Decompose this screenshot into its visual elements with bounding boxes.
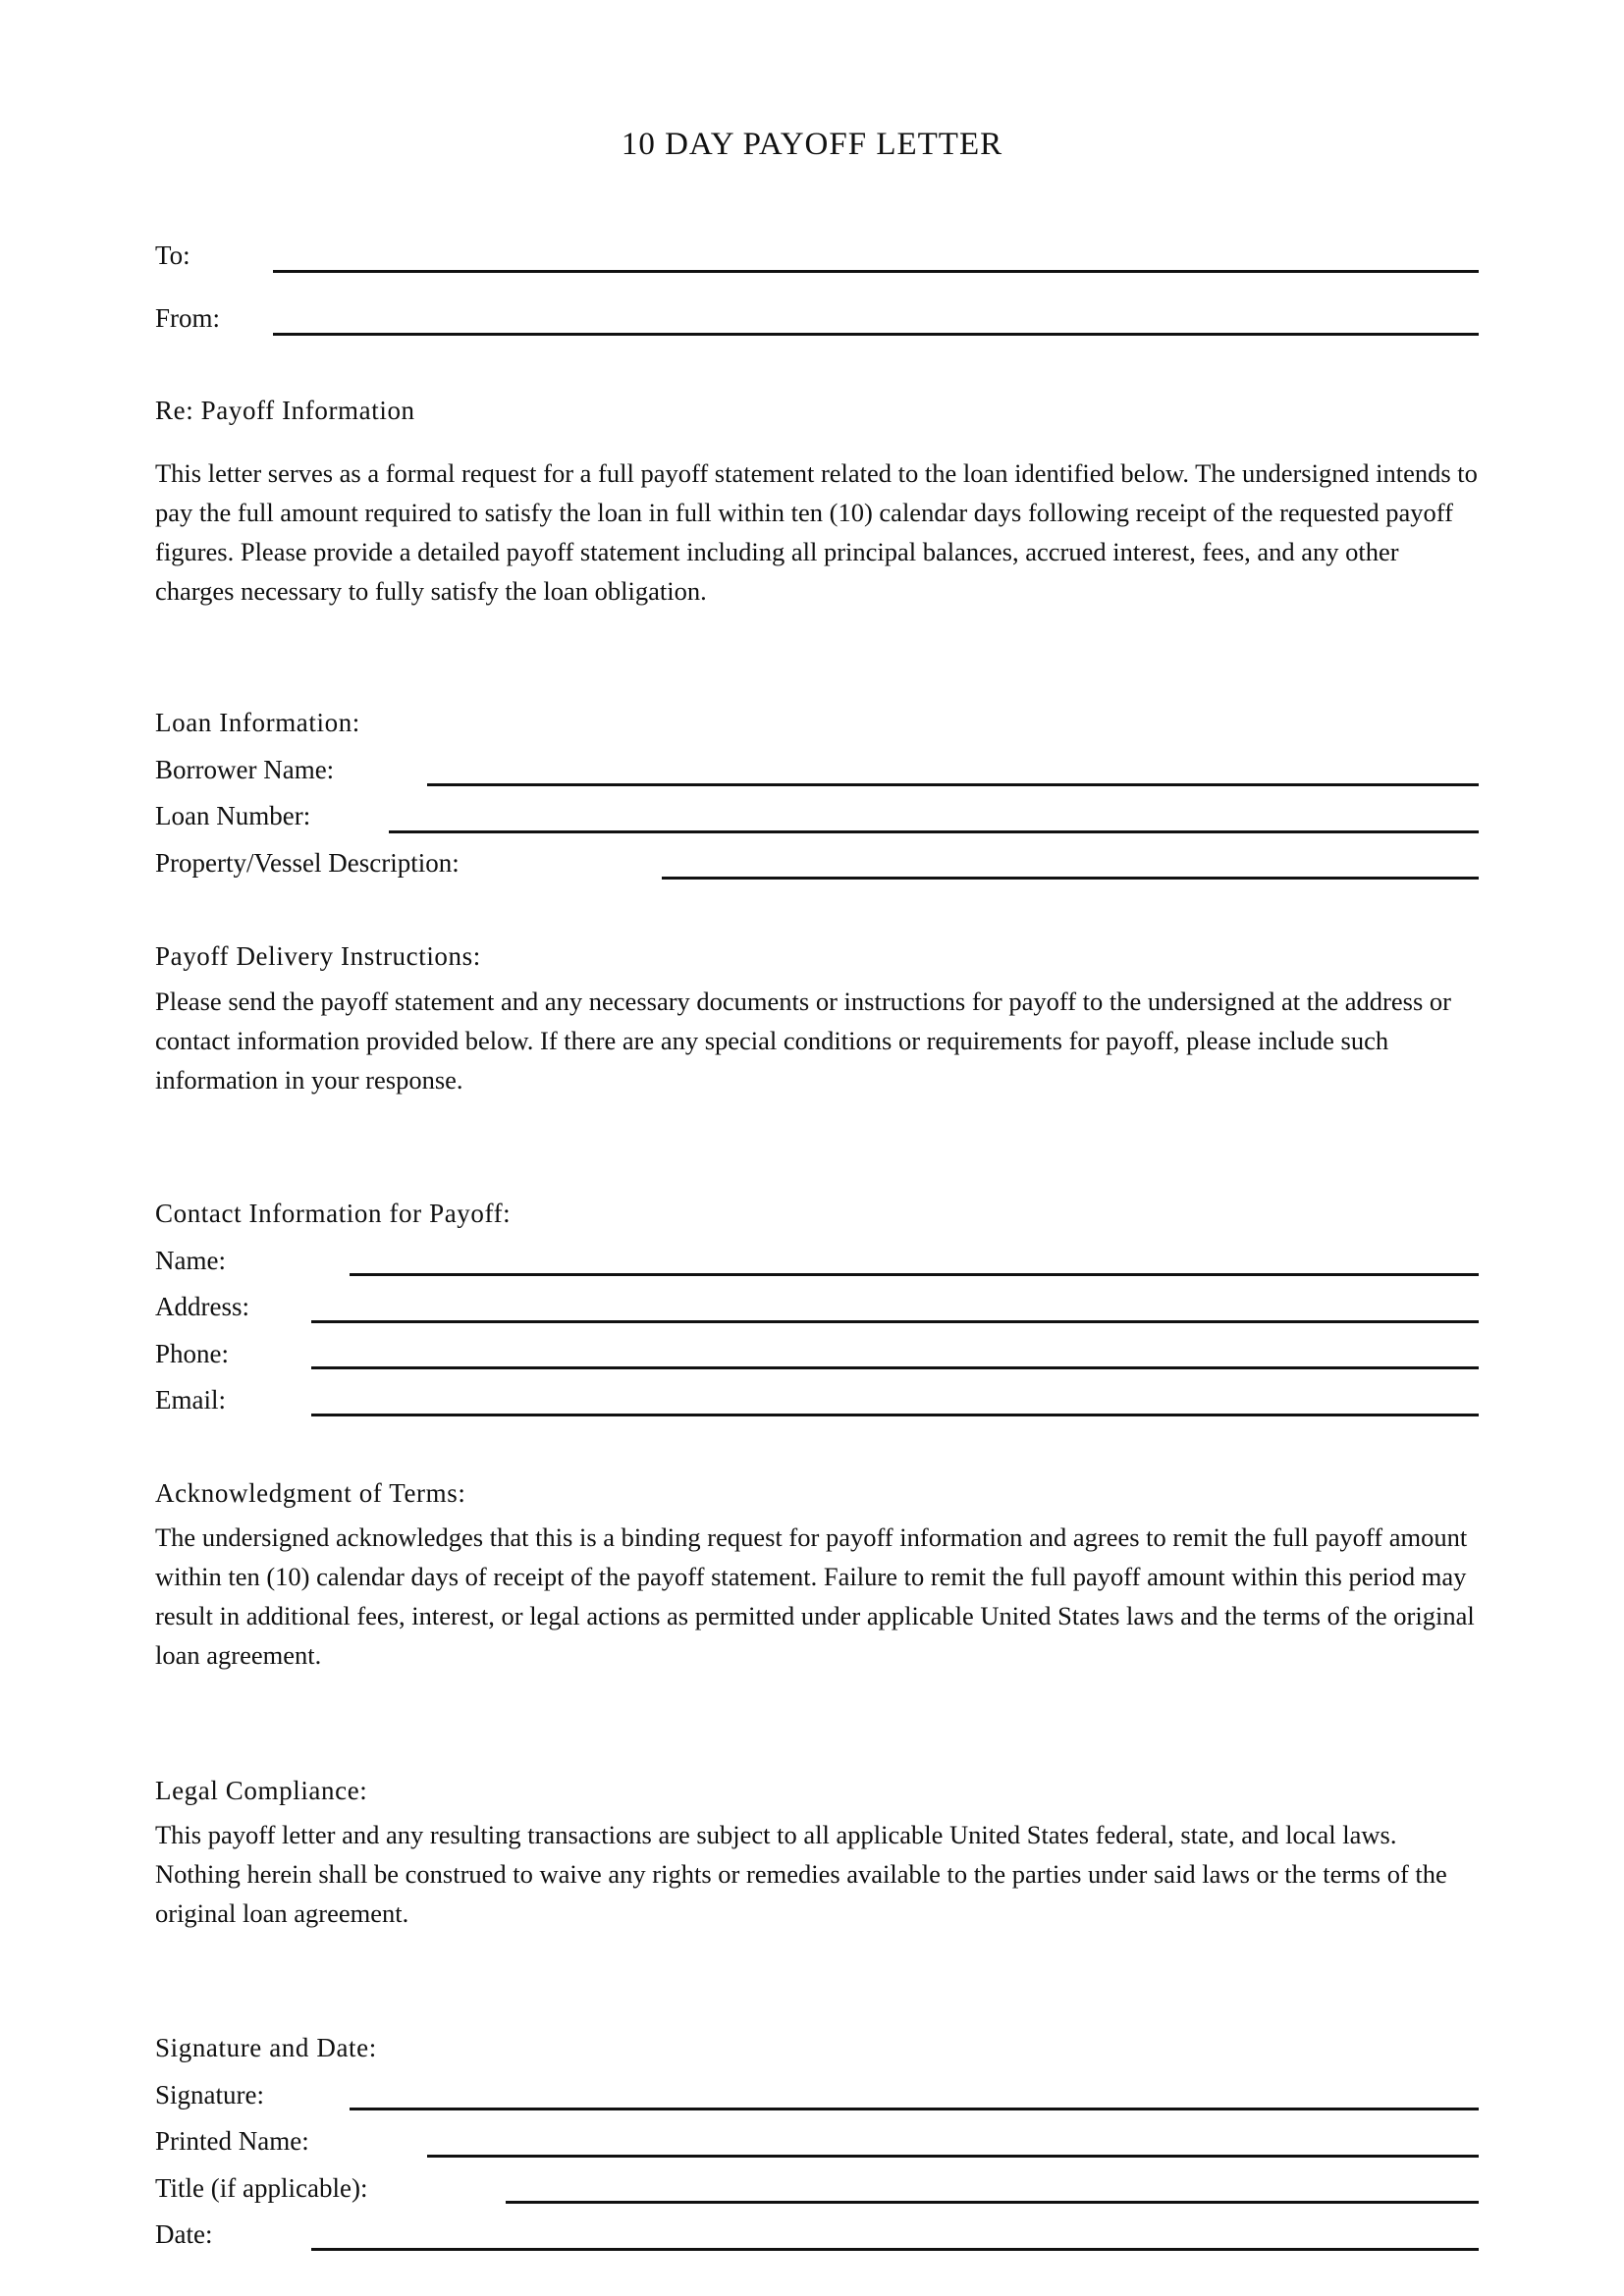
legal-compliance-paragraph: This payoff letter and any resulting transactions are subject to all applicable United States federal, state, and local laws. Nothing herein shall be construed to waive any rights or remedies available to the parties under said laws or the terms of the original loan agreement. (155, 1820, 1447, 1928)
title-if-applicable-label: Title (if applicable): (155, 2173, 368, 2203)
loan-number-field-line[interactable] (389, 830, 1479, 833)
signature-date-heading: Signature and Date: (155, 2033, 377, 2062)
re-line: Re: Payoff Information (155, 396, 415, 425)
contact-phone-label: Phone: (155, 1339, 230, 1368)
property-description-label: Property/Vessel Description: (155, 848, 460, 878)
contact-name-label: Name: (155, 1246, 226, 1275)
contact-name-field-line[interactable] (350, 1273, 1479, 1276)
borrower-name-field-line[interactable] (427, 783, 1479, 786)
date-label: Date: (155, 2219, 213, 2249)
intro-paragraph: This letter serves as a formal request for a full payoff statement related to the loan identified below. The undersigned intends to pay the full amount required to satisfy the loan in full within ten (10) calendar days following receipt of the requested payoff figures. Please provide a detailed payoff statement including all principal balances, accrued interest, fees, and any other charges necessary to fully satisfy the loan obligation. (155, 458, 1478, 606)
loan-information-heading: Loan Information: (155, 708, 360, 737)
borrower-name-label: Borrower Name: (155, 755, 335, 784)
printed-name-label: Printed Name: (155, 2126, 309, 2156)
delivery-instructions-paragraph: Please send the payoff statement and any necessary documents or instructions for payoff to the undersigned at the address or contact information provided below. If there are any special conditions or requirements for payoff, please include such information in your response. (155, 987, 1451, 1095)
contact-information-heading: Contact Information for Payoff: (155, 1199, 512, 1228)
acknowledgment-heading: Acknowledgment of Terms: (155, 1478, 466, 1508)
delivery-instructions-heading: Payoff Delivery Instructions: (155, 941, 481, 971)
acknowledgment-paragraph: The undersigned acknowledges that this is a binding request for payoff information and agrees to remit the full payoff amount within ten (10) calendar days of receipt of the payoff statement. Failure to remit the full payoff amount within this period may result in additional fees, interest, or legal actions as permitted under applicable United States laws and the terms of the original loan agreement. (155, 1522, 1475, 1670)
legal-compliance-heading: Legal Compliance: (155, 1776, 368, 1805)
printed-name-field-line[interactable] (427, 2155, 1479, 2158)
date-field-line[interactable] (311, 2248, 1479, 2251)
contact-address-field-line[interactable] (311, 1320, 1479, 1323)
to-label: To: (155, 240, 190, 270)
from-label: From: (155, 303, 221, 333)
contact-email-field-line[interactable] (311, 1414, 1479, 1416)
loan-number-label: Loan Number: (155, 801, 311, 830)
signature-field-line[interactable] (350, 2108, 1479, 2110)
contact-phone-field-line[interactable] (311, 1366, 1479, 1369)
property-description-field-line[interactable] (662, 877, 1479, 880)
contact-email-label: Email: (155, 1385, 226, 1415)
document-title: 10 DAY PAYOFF LETTER (621, 127, 1003, 162)
signature-label: Signature: (155, 2080, 264, 2109)
from-field-line[interactable] (273, 333, 1479, 336)
to-field-line[interactable] (273, 270, 1479, 273)
contact-address-label: Address: (155, 1292, 249, 1321)
title-field-line[interactable] (506, 2201, 1479, 2204)
